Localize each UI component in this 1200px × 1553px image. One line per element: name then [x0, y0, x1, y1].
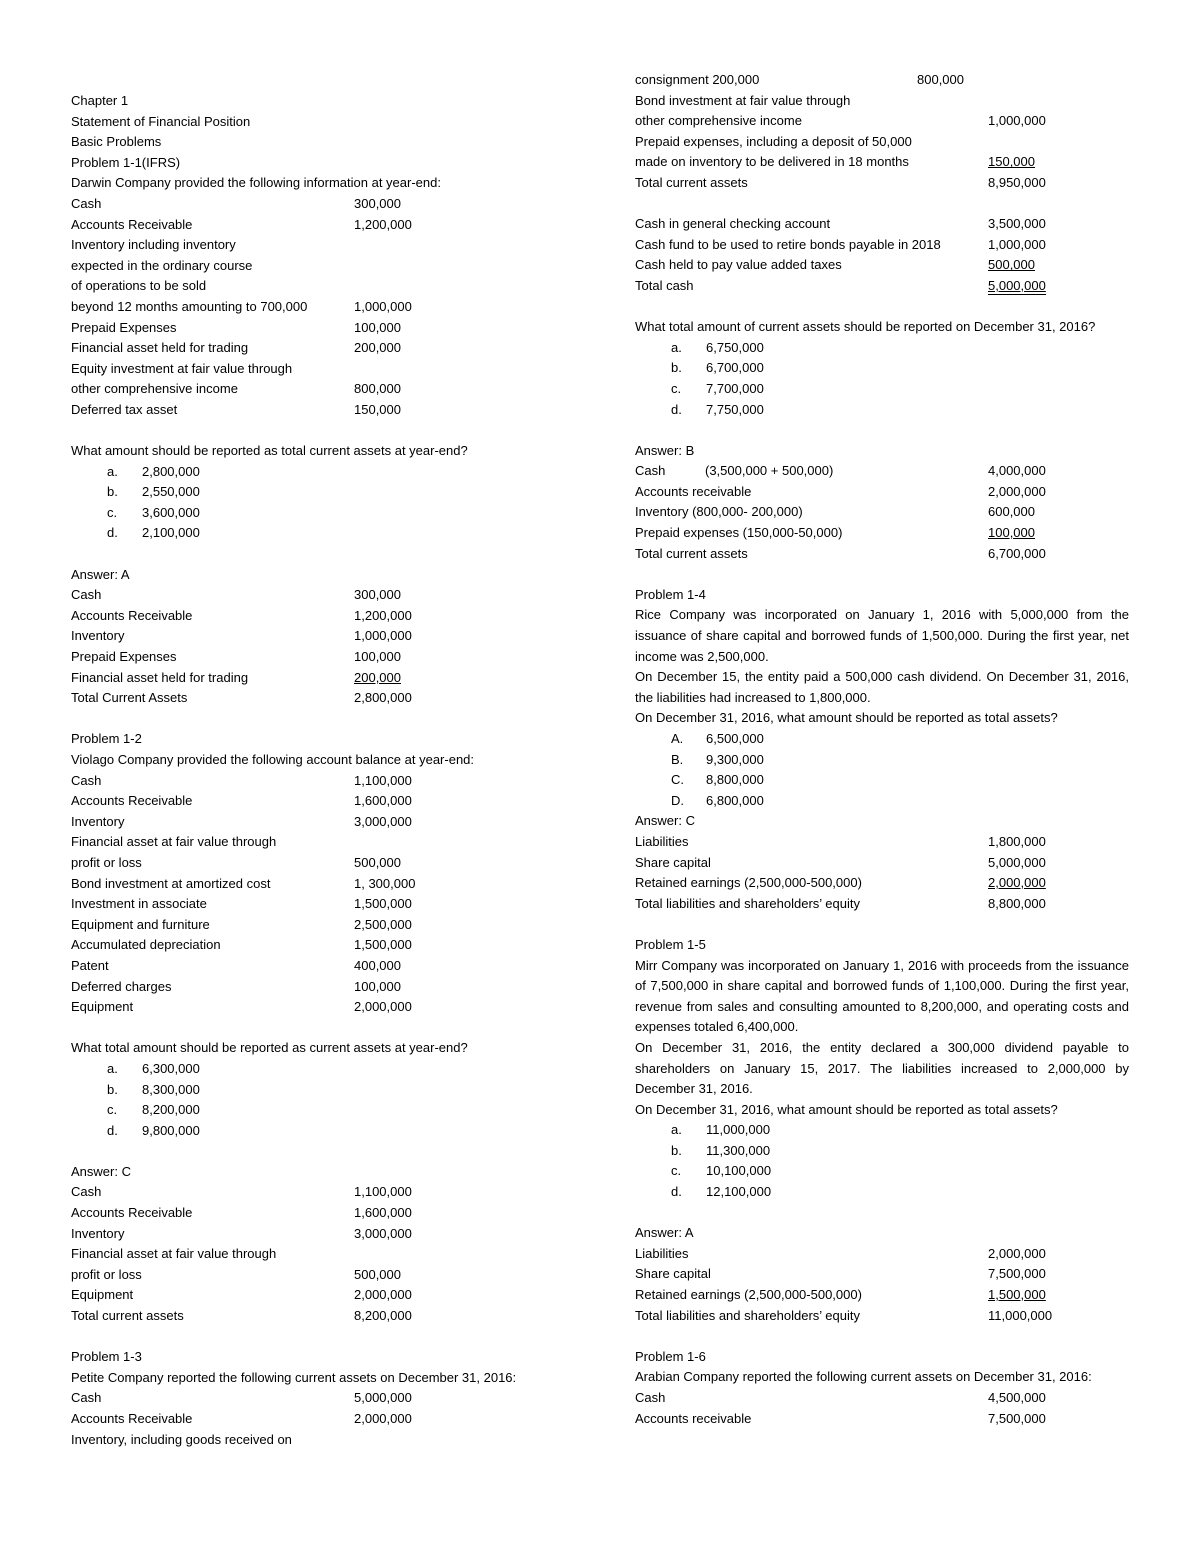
row-label: Patent [71, 957, 109, 973]
row-label: Accounts Receivable [71, 1205, 193, 1221]
problem-title: Problem 1-2 [71, 731, 142, 747]
choice-letter: c. [107, 504, 118, 520]
row-value: 2,000,000 [354, 999, 412, 1015]
row-label: Total liabilities and shareholders’ equity [635, 1307, 860, 1323]
row-label: Cash [71, 1390, 102, 1406]
problem-title: Problem 1-1(IFRS) [71, 154, 181, 170]
row-label: Share capital [635, 1266, 711, 1282]
problem-text: On December 31, 2016, the entity declared a 300,000 dividend payable to shareholders on January 15, 2017. The liabilities increased to 2,000,000 by December 31, 2016. [635, 1039, 1129, 1097]
row-label: Cash [71, 1184, 102, 1200]
problem-title: Problem 1-3 [71, 1349, 142, 1365]
choice-letter: B. [671, 751, 684, 767]
row-label: Financial asset held for trading [71, 340, 249, 356]
row-label: Inventory [71, 813, 125, 829]
choice-text: 2,100,000 [142, 525, 200, 541]
row-label: Share capital [635, 854, 711, 870]
choice-letter: c. [107, 1102, 118, 1118]
row-label: Accounts Receivable [71, 793, 193, 809]
choice [635, 338, 1130, 359]
choice-text: 6,300,000 [142, 1060, 200, 1076]
row-value: 4,000,000 [988, 463, 1046, 479]
row-value: 3,000,000 [354, 813, 412, 829]
choice-text: 10,100,000 [706, 1163, 772, 1179]
row-value: 300,000 [354, 587, 401, 603]
row-label: Inventory [71, 1225, 125, 1241]
choice-letter: C. [671, 772, 684, 788]
row-value: 300,000 [354, 195, 401, 211]
row-label: Total current assets [635, 174, 748, 190]
row-value: 2,000,000 [354, 1411, 412, 1426]
row-label: Cash fund to be used to retire bonds payable in 2018 [635, 236, 941, 252]
problem-intro: Arabian Company reported the following current assets on December 31, 2016: [635, 1369, 1092, 1385]
row-value: 1,600,000 [354, 1205, 412, 1221]
problem-text: Mirr Company was incorporated on January 1, 2016 with proceeds from the issuance of 7,500,000 in share capital and borrowed funds of 1,100,000. During the first year, revenue from sales and consulting amounted to 8,200,000, and operating costs and expenses totaled 6,400,000. [635, 957, 1129, 1035]
choice-text: 2,800,000 [142, 463, 200, 479]
choice-text: 9,300,000 [706, 751, 764, 767]
row-label: other comprehensive income [71, 381, 238, 397]
row-label: Accounts Receivable [71, 607, 193, 623]
row-label: Liabilities [635, 833, 689, 849]
row-value: 1,200,000 [354, 607, 412, 623]
choice-text: 3,600,000 [142, 504, 200, 520]
choice [635, 379, 1130, 400]
choice-letter: a. [107, 463, 118, 479]
row-value: 3,000,000 [354, 1225, 412, 1241]
choice [635, 1161, 1130, 1182]
row-value: 2,500,000 [354, 916, 412, 932]
row-label: Cash [635, 1390, 666, 1405]
choice-letter: a. [671, 339, 682, 355]
choice [71, 1080, 571, 1101]
row-value: 100,000 [354, 978, 401, 994]
answer: Answer: A [635, 1225, 694, 1241]
row-value: 8,200,000 [354, 1308, 412, 1324]
choice-letter: b. [671, 1142, 682, 1158]
row-label: expected in the ordinary course [71, 257, 253, 273]
row-label: Cash held to pay value added taxes [635, 257, 842, 273]
row-value: 3,500,000 [988, 216, 1046, 232]
row-label: Retained earnings (2,500,000-500,000) [635, 875, 862, 891]
row-label: Accounts receivable [635, 483, 752, 499]
choice-letter: d. [107, 525, 118, 541]
row-value: 4,500,000 [988, 1390, 1046, 1405]
row-label: Retained earnings (2,500,000-500,000) [635, 1287, 862, 1303]
row-value: 1,100,000 [354, 1184, 412, 1200]
row-label: Cash in general checking account [635, 216, 831, 232]
row-value: 2,000,000 [988, 1245, 1046, 1261]
row-value: 2,800,000 [354, 690, 412, 706]
row-label: made on inventory to be delivered in 18 months [635, 154, 909, 170]
row-label: Prepaid expenses, including a deposit of 50,000 [635, 133, 912, 149]
row-value: 1,000,000 [354, 298, 412, 314]
choice [635, 729, 1130, 750]
row-label: Cash [71, 587, 102, 603]
row-value: 2,000,000 [354, 1287, 412, 1303]
row-value: 500,000 [354, 1266, 401, 1282]
row-value: 100,000 [988, 525, 1035, 541]
row-value: 150,000 [354, 401, 401, 417]
row-label: consignment 200,000 [635, 72, 760, 87]
row-note: (3,500,000 + 500,000) [705, 463, 834, 479]
left-column [71, 91, 571, 1450]
problem-intro: Violago Company provided the following account balance at year-end: [71, 752, 475, 767]
choice-text: 6,700,000 [706, 360, 764, 376]
row-label: Prepaid Expenses [71, 649, 177, 665]
choice-letter: A. [671, 731, 684, 746]
choice-text: 6,800,000 [706, 792, 764, 808]
row-value: 1,000,000 [354, 628, 412, 644]
choice-text: 9,800,000 [142, 1122, 200, 1138]
row-label: Prepaid expenses (150,000-50,000) [635, 525, 843, 541]
choice [71, 1059, 571, 1080]
row-value: 11,000,000 [988, 1307, 1053, 1323]
question: What total amount should be reported as current assets at year-end? [71, 1040, 468, 1056]
problem-title: Problem 1-6 [635, 1348, 706, 1364]
choice-text: 11,000,000 [706, 1122, 771, 1138]
row-label: Financial asset at fair value through [71, 1246, 277, 1262]
row-label: Investment in associate [71, 896, 207, 912]
row-label: Cash [635, 463, 666, 479]
row-label: Inventory, including goods received on [71, 1431, 292, 1447]
choice-text: 8,300,000 [142, 1081, 200, 1097]
row-label: Equipment [71, 999, 134, 1015]
row-label: Total cash [635, 277, 694, 293]
row-label: Financial asset at fair value through [71, 834, 277, 850]
problem-title: Problem 1-4 [635, 586, 706, 602]
answer: Answer: C [635, 813, 695, 829]
row-value: 400,000 [354, 957, 401, 973]
row-value: 1,600,000 [354, 793, 412, 809]
choice-letter: c. [671, 1163, 682, 1179]
row-label: Accounts Receivable [71, 216, 193, 232]
row-label: profit or loss [71, 854, 142, 870]
row-label: Inventory [71, 628, 125, 644]
row-label: Financial asset held for trading [71, 669, 249, 685]
choice-letter: a. [671, 1122, 682, 1138]
row-value: 500,000 [354, 854, 401, 870]
choice-letter: c. [671, 380, 682, 396]
choice [635, 750, 1130, 771]
choice-letter: b. [671, 360, 682, 376]
row-label: Deferred charges [71, 978, 172, 994]
row-value: 1, 300,000 [354, 875, 416, 891]
right-column [635, 70, 1130, 1429]
choice [71, 462, 571, 483]
row-label: Bond investment at amortized cost [71, 875, 271, 891]
row-value: 1,500,000 [354, 896, 412, 912]
choice [635, 1120, 1130, 1141]
question: What amount should be reported as total current assets at year-end? [71, 443, 468, 459]
row-value: 800,000 [917, 72, 964, 87]
row-label: Inventory (800,000- 200,000) [635, 504, 803, 520]
row-value: 200,000 [354, 340, 401, 356]
choice-letter: d. [671, 1184, 682, 1200]
choice [71, 523, 571, 544]
choice-letter: b. [107, 484, 118, 500]
chapter-subtitle: Statement of Financial Position [71, 113, 251, 129]
choice [635, 358, 1130, 379]
choice [635, 1182, 1130, 1203]
row-value: 100,000 [354, 319, 401, 335]
problem-text: On December 15, the entity paid a 500,000 cash dividend. On December 31, 2016, the liabilities had increased to 1,800,000. [635, 669, 1129, 705]
row-value: 5,000,000 [988, 277, 1046, 293]
row-label: Equipment and furniture [71, 916, 210, 932]
answer: Answer: C [71, 1163, 131, 1179]
choice [71, 1121, 571, 1142]
choice [71, 482, 571, 503]
row-value: 8,800,000 [988, 895, 1046, 911]
row-label: Total liabilities and shareholders’ equity [635, 895, 860, 911]
answer: Answer: B [635, 442, 695, 458]
row-value: 2,000,000 [988, 483, 1046, 499]
row-label: Deferred tax asset [71, 401, 178, 417]
row-value: 1,500,000 [354, 937, 412, 953]
choice-text: 11,300,000 [706, 1142, 771, 1158]
row-value: 2,000,000 [988, 875, 1046, 891]
problem-intro: Petite Company reported the following current assets on December 31, 2016: [71, 1369, 517, 1385]
row-value: 150,000 [988, 154, 1035, 170]
row-value: 1,800,000 [988, 833, 1046, 849]
row-value: 500,000 [988, 257, 1035, 273]
row-value: 1,200,000 [354, 216, 412, 232]
choice-text: 7,700,000 [706, 380, 764, 396]
choice [635, 1141, 1130, 1162]
row-label: Total current assets [635, 545, 748, 561]
problem-text: Rice Company was incorporated on January 1, 2016 with 5,000,000 from the issuance of share capital and borrowed funds of 1,500,000. During the first year, net income was 2,500,000. [635, 607, 1129, 664]
question: What total amount of current assets should be reported on December 31, 2016? [635, 319, 1096, 335]
row-value: 5,000,000 [988, 854, 1046, 870]
row-value: 7,500,000 [988, 1266, 1046, 1282]
row-value: 6,700,000 [988, 545, 1046, 561]
problem-intro: Darwin Company provided the following information at year-end: [71, 175, 441, 191]
row-label: Prepaid Expenses [71, 319, 177, 335]
choice-letter: d. [107, 1122, 118, 1138]
row-label: Equipment [71, 1287, 134, 1303]
row-value: 1,000,000 [988, 236, 1046, 252]
choice-text: 6,750,000 [706, 339, 764, 355]
row-value: 1,500,000 [988, 1287, 1046, 1303]
choice-text: 2,550,000 [142, 484, 200, 500]
row-label: Bond investment at fair value through [635, 92, 851, 108]
choice [71, 1100, 571, 1121]
choice-text: 12,100,000 [706, 1184, 772, 1200]
row-value: 1,000,000 [988, 113, 1046, 129]
row-label: Cash [71, 195, 102, 211]
problem-title: Problem 1-5 [635, 936, 706, 952]
choice [71, 503, 571, 524]
row-label: Accumulated depreciation [71, 937, 221, 953]
row-value: 800,000 [354, 381, 401, 397]
row-value: 5,000,000 [354, 1390, 412, 1406]
choice-letter: b. [107, 1081, 118, 1097]
question: On December 31, 2016, what amount should be reported as total assets? [635, 1101, 1058, 1117]
choice-text: 8,200,000 [142, 1102, 200, 1118]
row-value: 600,000 [988, 504, 1035, 520]
row-value: 7,500,000 [988, 1410, 1046, 1426]
row-value: 200,000 [354, 669, 401, 685]
row-label: Accounts Receivable [71, 1411, 193, 1426]
row-label: Liabilities [635, 1245, 689, 1261]
row-label: Inventory including inventory [71, 237, 236, 253]
row-label: Accounts receivable [635, 1410, 752, 1426]
question: On December 31, 2016, what amount should be reported as total assets? [635, 710, 1058, 726]
row-value: 100,000 [354, 649, 401, 665]
choice-letter: a. [107, 1060, 118, 1076]
choice [635, 770, 1130, 791]
choice-letter: d. [671, 401, 682, 417]
row-label: Equity investment at fair value through [71, 360, 293, 376]
row-value: 8,950,000 [988, 174, 1046, 190]
choice [635, 400, 1130, 421]
answer: Answer: A [71, 566, 130, 582]
row-label: other comprehensive income [635, 113, 802, 129]
row-label: profit or loss [71, 1266, 142, 1282]
section-title: Basic Problems [71, 134, 162, 150]
choice-letter: D. [671, 792, 684, 808]
row-label: Total Current Assets [71, 690, 188, 706]
choice-text: 6,500,000 [706, 731, 764, 746]
row-label: of operations to be sold [71, 278, 207, 294]
row-label: beyond 12 months amounting to 700,000 [71, 298, 308, 314]
row-value: 1,100,000 [354, 772, 412, 788]
choice [635, 791, 1130, 812]
row-label: Cash [71, 772, 102, 788]
chapter-title: Chapter 1 [71, 93, 129, 108]
choice-text: 7,750,000 [706, 401, 764, 417]
choice-text: 8,800,000 [706, 772, 764, 788]
row-label: Total current assets [71, 1308, 184, 1324]
